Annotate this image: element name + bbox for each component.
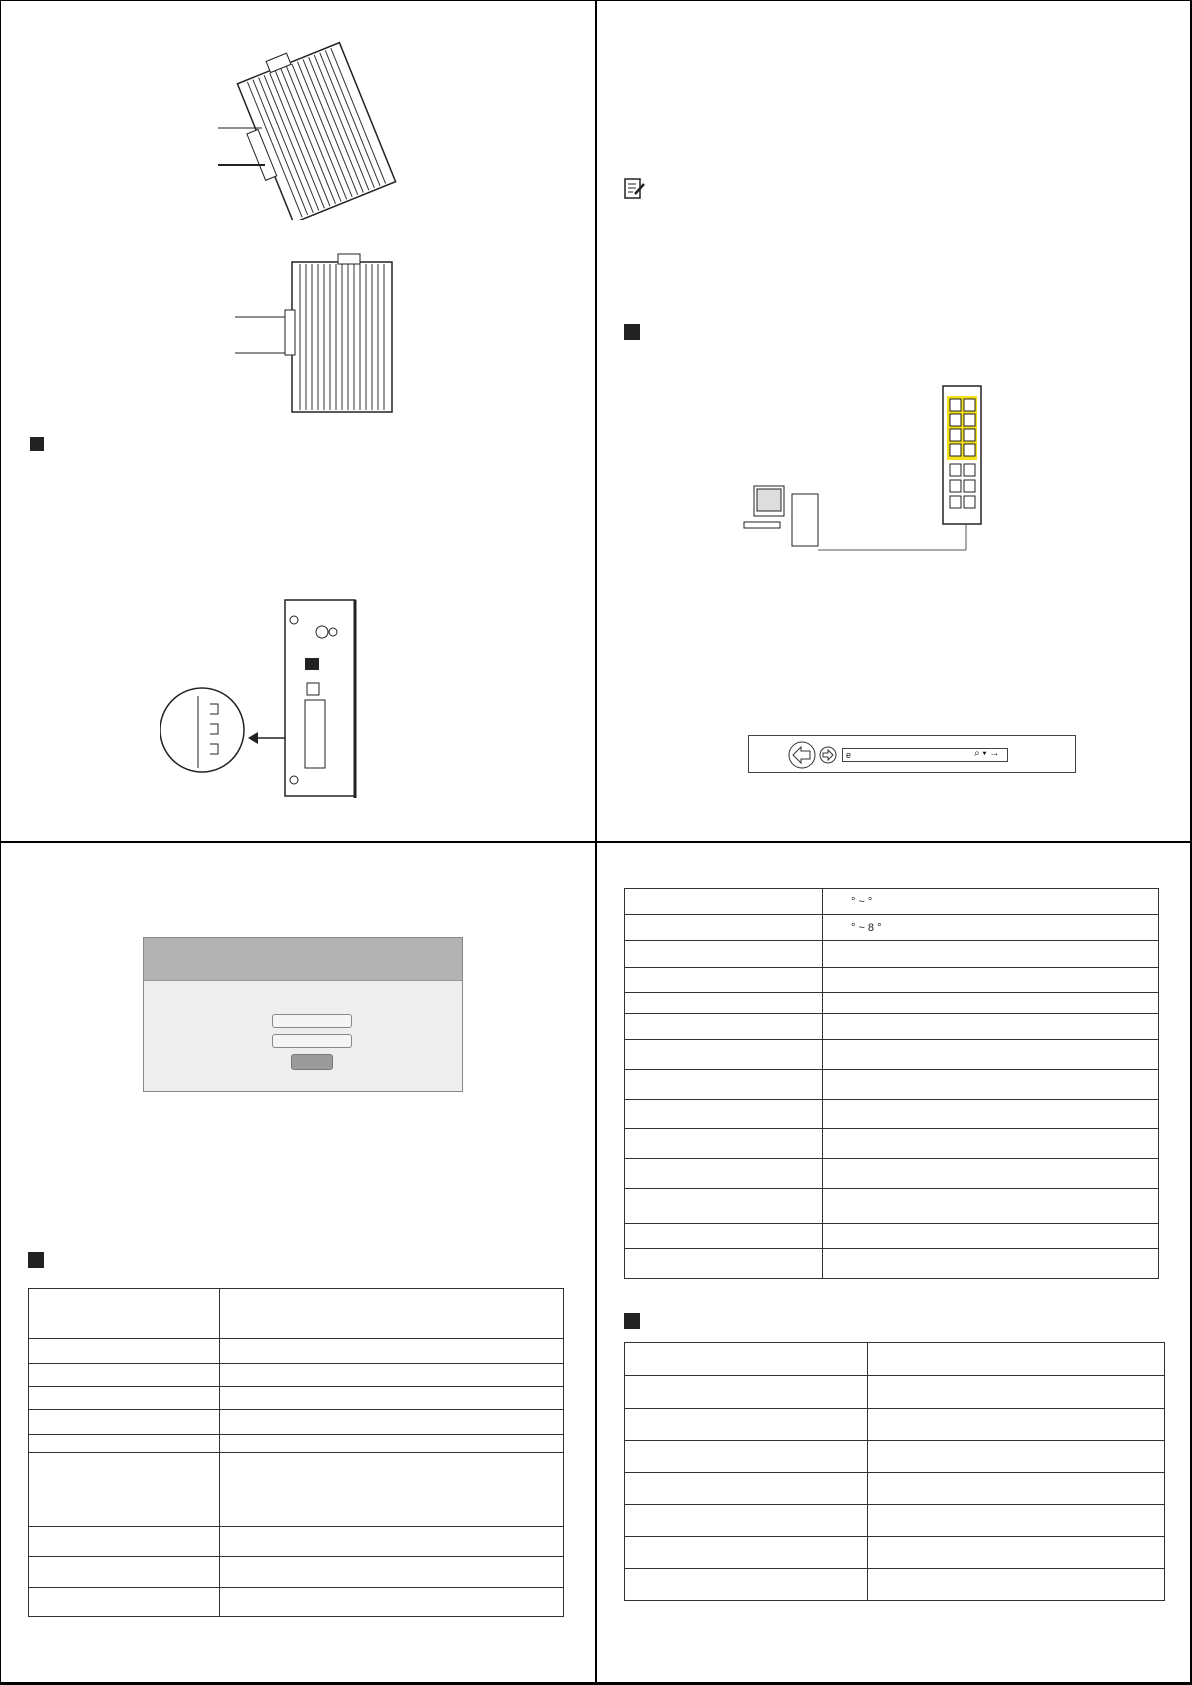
forward-arrow-icon: [819, 746, 837, 764]
environment-table: [624, 888, 1159, 1279]
env-value: [823, 1070, 1159, 1100]
spec-table: [28, 1288, 564, 1617]
section-marker: [624, 1313, 640, 1329]
env-key: [625, 1249, 823, 1279]
din-rail-mounted-illustration: [230, 250, 400, 415]
pkg-key: [625, 1409, 868, 1441]
package-table: [624, 1342, 1165, 1601]
pkg-value: [868, 1376, 1165, 1409]
power-terminal-illustration: [160, 598, 360, 800]
table-row: [625, 1473, 1165, 1505]
env-value: ° ~ 8 °: [823, 915, 1159, 941]
table-row: [625, 889, 1159, 915]
table-row: [625, 1100, 1159, 1129]
table-row: [625, 1409, 1165, 1441]
spec-value: [220, 1387, 564, 1410]
network-connection-diagram: [720, 382, 1020, 562]
pkg-value: [868, 1441, 1165, 1473]
section-marker: [30, 437, 44, 451]
env-key: [625, 1129, 823, 1159]
table-row: [625, 1569, 1165, 1601]
env-value: [823, 1224, 1159, 1249]
env-value: [823, 1040, 1159, 1070]
env-key: [625, 915, 823, 941]
table-row: [625, 1249, 1159, 1279]
env-value: [823, 1249, 1159, 1279]
table-row: [29, 1387, 564, 1410]
table-row: [625, 1224, 1159, 1249]
table-row: [625, 1040, 1159, 1070]
spec-value: [220, 1289, 564, 1339]
password-field-illustration: [272, 1034, 352, 1048]
spec-value: [220, 1410, 564, 1435]
spec-value: [220, 1435, 564, 1453]
login-header-bar: [144, 938, 462, 981]
env-key: [625, 968, 823, 993]
env-key: [625, 1040, 823, 1070]
spec-value: [220, 1339, 564, 1364]
spec-value: [220, 1557, 564, 1588]
din-rail-tilted-illustration: [200, 40, 420, 220]
table-row: [29, 1339, 564, 1364]
table-row: [29, 1557, 564, 1588]
spec-key: [29, 1527, 220, 1557]
spec-key: [29, 1339, 220, 1364]
spec-value: [220, 1453, 564, 1527]
env-key: [625, 1014, 823, 1040]
table-row: [29, 1588, 564, 1617]
pkg-value: [868, 1409, 1165, 1441]
env-value: [823, 968, 1159, 993]
pkg-value: [868, 1473, 1165, 1505]
pkg-key: [625, 1537, 868, 1569]
section-marker: [624, 324, 640, 340]
ie-logo-icon: e: [846, 750, 852, 760]
spec-key: [29, 1410, 220, 1435]
env-key: [625, 1224, 823, 1249]
env-value: [823, 993, 1159, 1014]
env-key: [625, 941, 823, 968]
env-value: [823, 1129, 1159, 1159]
table-row: [29, 1527, 564, 1557]
spec-key: [29, 1557, 220, 1588]
table-row: [29, 1289, 564, 1339]
pkg-value: [868, 1505, 1165, 1537]
browser-address-bar-illustration: [748, 735, 1076, 773]
login-window-illustration: [143, 937, 463, 1092]
spec-key: [29, 1387, 220, 1410]
table-row: [625, 1070, 1159, 1100]
pkg-key: [625, 1343, 868, 1376]
table-row: [625, 993, 1159, 1014]
login-button-illustration: [291, 1054, 333, 1070]
back-arrow-icon: [787, 741, 817, 769]
table-row: [29, 1364, 564, 1387]
env-key: [625, 889, 823, 915]
env-key: [625, 993, 823, 1014]
table-row: [625, 1343, 1165, 1376]
env-value: [823, 941, 1159, 968]
table-row: [625, 915, 1159, 941]
table-row: [625, 1441, 1165, 1473]
horizontal-divider: [0, 841, 1192, 843]
table-row: [625, 968, 1159, 993]
pkg-key: [625, 1569, 868, 1601]
spec-key: [29, 1435, 220, 1453]
env-key: [625, 1070, 823, 1100]
table-row: [29, 1410, 564, 1435]
table-row: [625, 941, 1159, 968]
pkg-key: [625, 1441, 868, 1473]
search-icon: ⌕ ▾ →: [974, 748, 1000, 759]
env-value: [823, 1189, 1159, 1224]
table-row: [29, 1453, 564, 1527]
note-icon: [624, 178, 646, 200]
env-key: [625, 1100, 823, 1129]
pkg-key: [625, 1473, 868, 1505]
spec-value: [220, 1588, 564, 1617]
spec-key: [29, 1364, 220, 1387]
spec-key: [29, 1588, 220, 1617]
table-row: [625, 1129, 1159, 1159]
env-key: [625, 1159, 823, 1189]
env-key: [625, 1189, 823, 1224]
pkg-key: [625, 1376, 868, 1409]
section-marker: [28, 1252, 44, 1268]
spec-value: [220, 1527, 564, 1557]
table-row: [625, 1014, 1159, 1040]
table-row: [625, 1537, 1165, 1569]
pkg-value: [868, 1537, 1165, 1569]
env-value: [823, 1014, 1159, 1040]
spec-value: [220, 1364, 564, 1387]
page-border-left: [0, 0, 1, 1685]
pkg-value: [868, 1343, 1165, 1376]
env-value: ° ~ °: [823, 889, 1159, 915]
username-field-illustration: [272, 1014, 352, 1028]
table-row: [625, 1189, 1159, 1224]
table-row: [625, 1159, 1159, 1189]
table-row: [29, 1435, 564, 1453]
pkg-key: [625, 1505, 868, 1537]
env-value: [823, 1159, 1159, 1189]
pkg-value: [868, 1569, 1165, 1601]
spec-key: [29, 1453, 220, 1527]
table-row: [625, 1505, 1165, 1537]
env-value: [823, 1100, 1159, 1129]
spec-key: [29, 1289, 220, 1339]
table-row: [625, 1376, 1165, 1409]
